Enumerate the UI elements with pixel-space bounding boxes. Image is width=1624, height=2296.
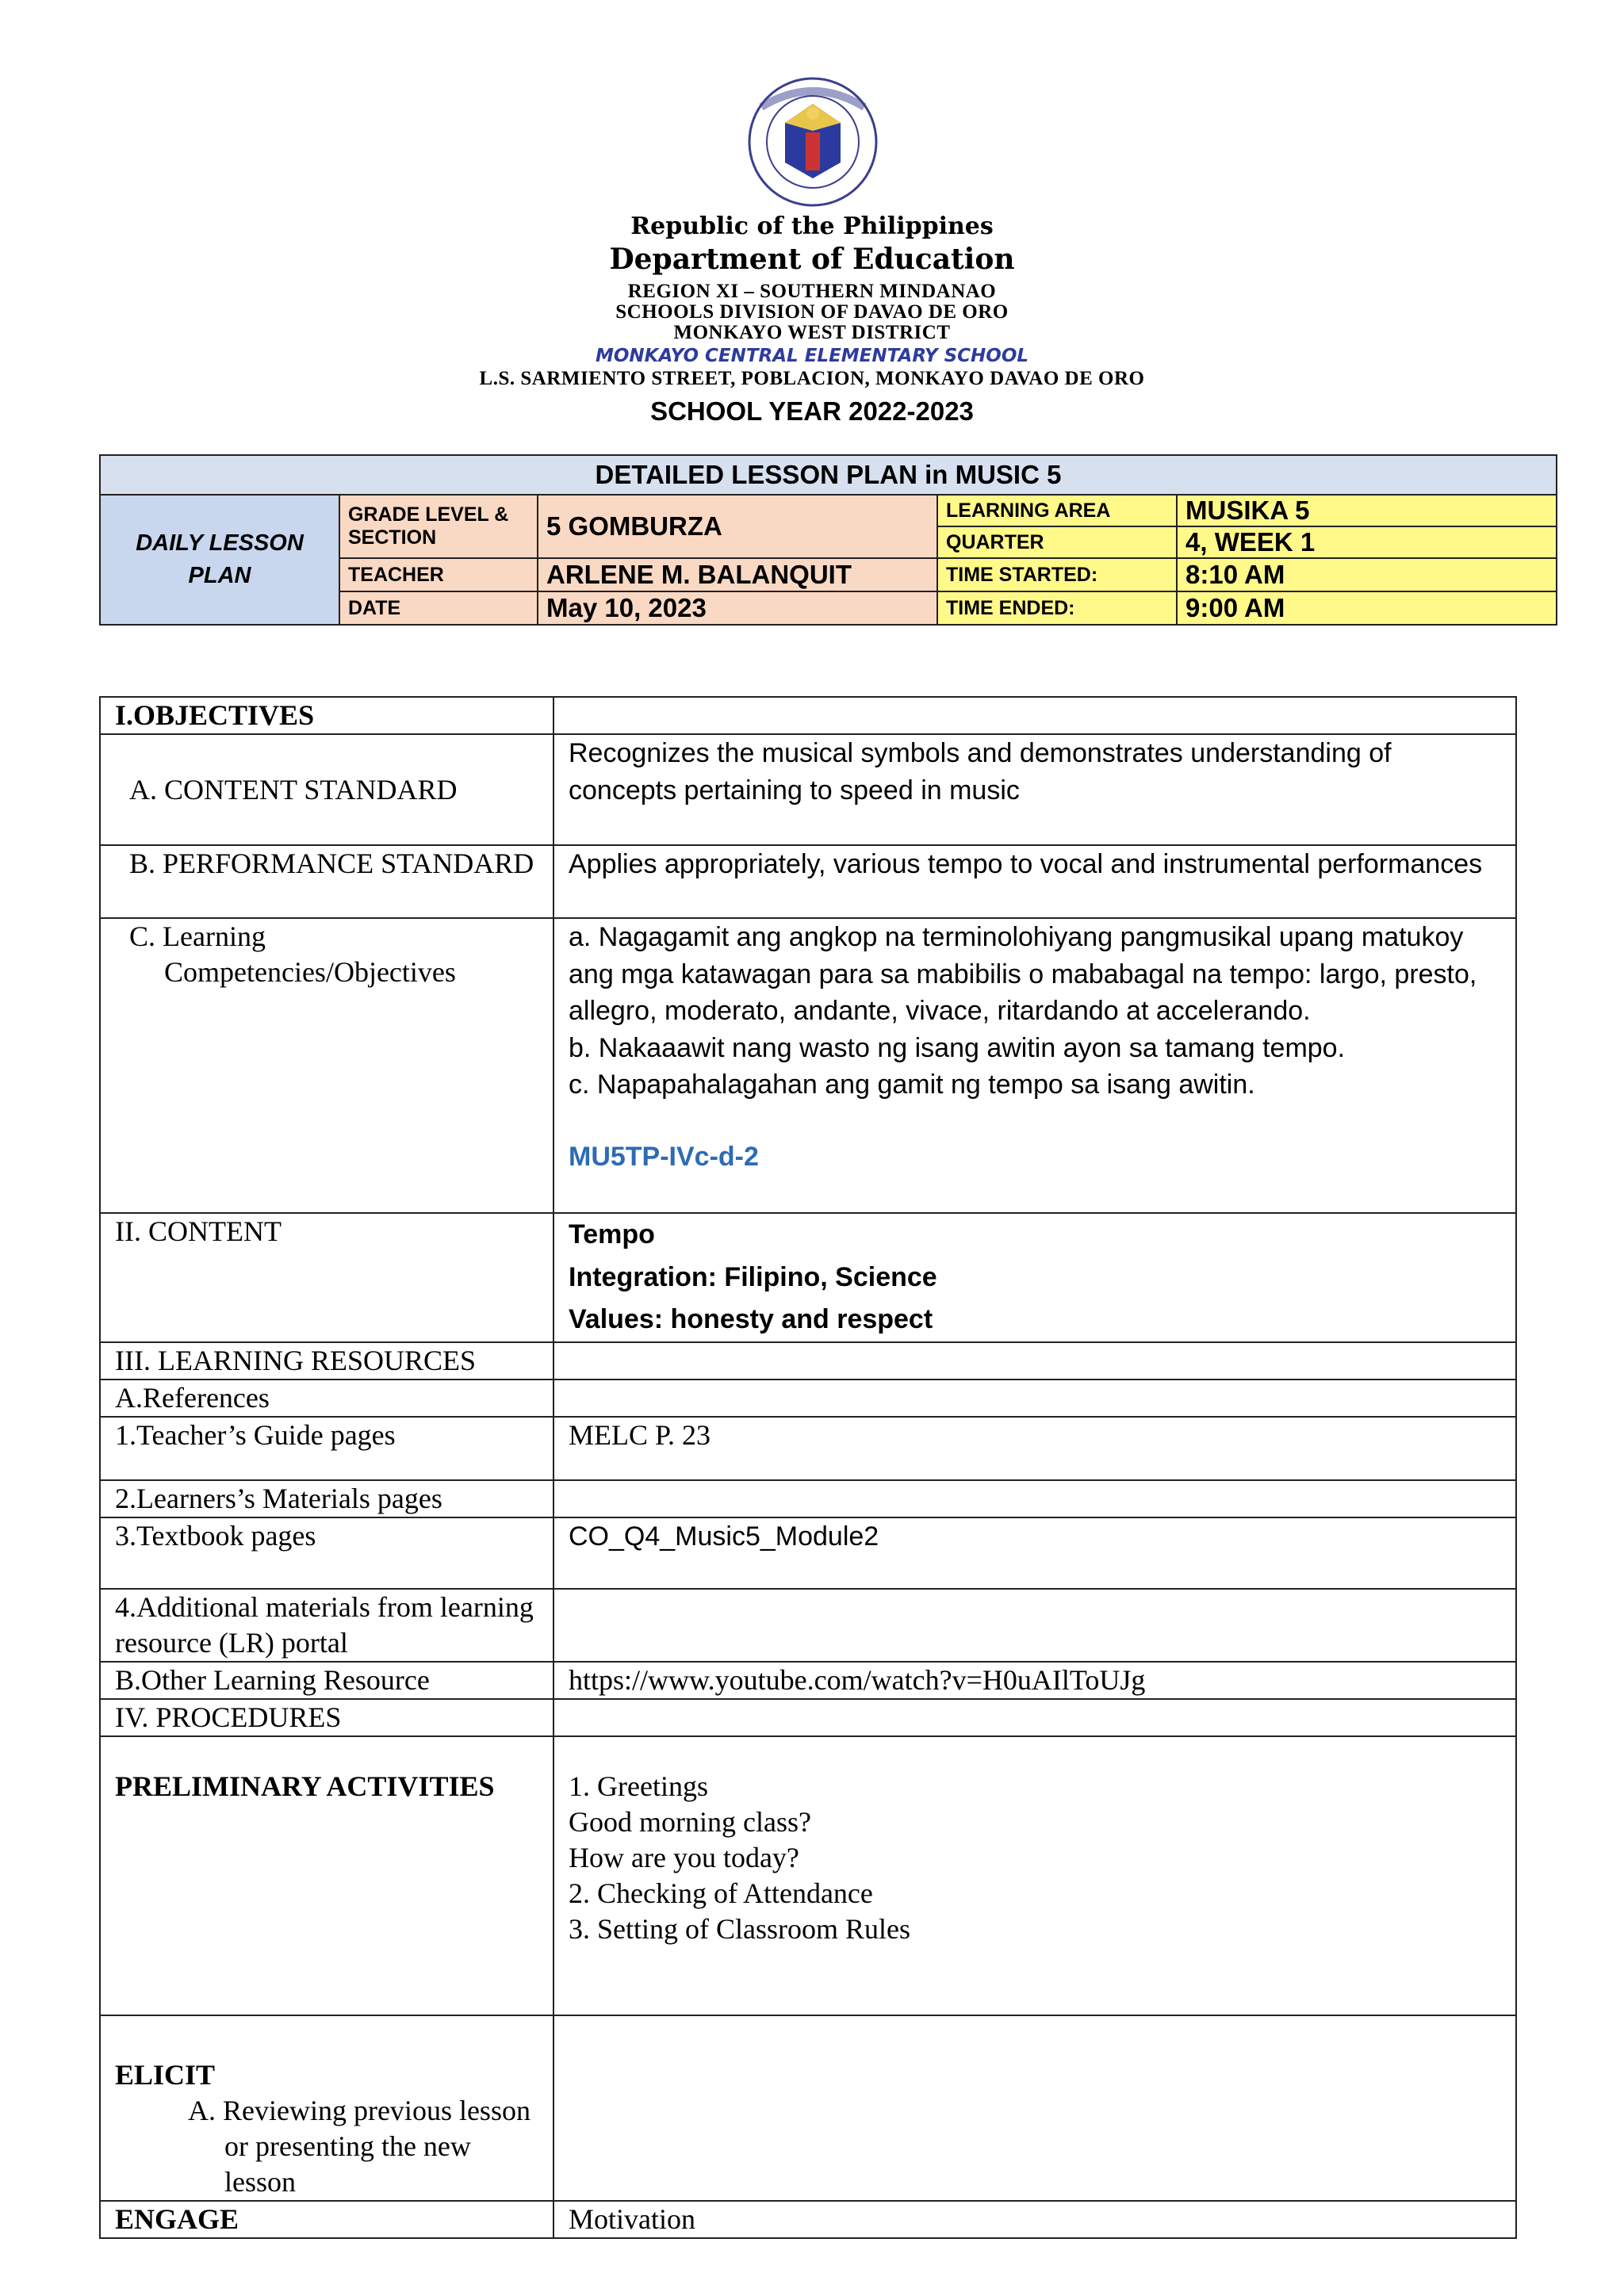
teacher-label: TEACHER [339, 558, 538, 591]
other-resource-link[interactable]: https://www.youtube.com/watch?v=H0uAIlToUJg [553, 1662, 1516, 1699]
lesson-info-table [99, 454, 1557, 626]
preliminary-activities-label: PRELIMINARY ACTIVITIES [100, 1736, 553, 2015]
time-ended-value: 9:00 AM [1177, 591, 1557, 625]
elicit-empty-cell [553, 2015, 1516, 2201]
grade-level-label: GRADE LEVEL & SECTION [339, 495, 538, 558]
time-ended-label: TIME ENDED: [937, 591, 1177, 625]
seal-graphic [730, 75, 896, 209]
competency-code: MU5TP-IVc-d-2 [569, 1141, 759, 1172]
content-topic: Tempo [569, 1219, 655, 1249]
other-resource-label: B.Other Learning Resource [100, 1662, 553, 1699]
daily-lesson-plan-label: DAILY LESSON PLAN [100, 495, 339, 625]
lesson-plan-table [99, 696, 1517, 2239]
prelim-attendance: 2. Checking of Attendance [569, 1877, 873, 1910]
preliminary-activities-cell [553, 1736, 1516, 2015]
textbook-value: CO_Q4_Music5_Module2 [553, 1517, 1516, 1589]
elicit-cell [100, 2015, 553, 2201]
prelim-good-morning: Good morning class? [569, 1806, 811, 1839]
school-name: MONKAYO CENTRAL ELEMENTARY SCHOOL [595, 346, 1029, 366]
elicit-a-item: A. Reviewing previous lesson or presenting the new lesson [188, 2095, 530, 2198]
procedures-empty-cell [553, 1699, 1516, 1736]
region-line: REGION XI – SOUTHERN MINDANAO [627, 281, 997, 302]
department-heading: Department of Education [609, 243, 1015, 276]
content-cell [553, 1213, 1516, 1342]
competency-a: a. Nagagamit ang angkop na terminolohiyang pangmusikal upang matukoy ang mga katawagan para sa mabibilis o mababagal na tempo: largo, presto, allegro, moderato, andante, vivace, ritardando at accelerando. [569, 922, 1477, 1027]
prelim-how-are-you: How are you today? [569, 1842, 799, 1874]
engage-value: Motivation [553, 2201, 1516, 2238]
learning-area-label: LEARNING AREA [937, 495, 1177, 526]
engage-heading: ENGAGE [100, 2201, 553, 2238]
objectives-heading: I.OBJECTIVES [100, 697, 553, 734]
content-integration: Integration: Filipino, Science [569, 1261, 937, 1292]
additional-materials-label: 4.Additional materials from learning resource (LR) portal [100, 1589, 553, 1662]
school-year: SCHOOL YEAR 2022-2023 [650, 396, 974, 426]
competency-b: b. Nakaaawit nang wasto ng isang awitin ayon sa tamang tempo. [569, 1032, 1346, 1063]
textbook-label: 3.Textbook pages [100, 1517, 553, 1589]
quarter-label: QUARTER [937, 526, 1177, 558]
content-standard-value: Recognizes the musical symbols and demonstrates understanding of concepts pertaining to speed in music [553, 734, 1516, 845]
teachers-guide-value: MELC P. 23 [553, 1417, 1516, 1480]
division-line: SCHOOLS DIVISION OF DAVAO DE ORO [615, 301, 1009, 323]
resources-heading: III. LEARNING RESOURCES [100, 1342, 553, 1380]
prelim-greetings: 1. Greetings [569, 1770, 708, 1803]
learning-area-value: MUSIKA 5 [1177, 495, 1557, 526]
content-heading: II. CONTENT [100, 1213, 553, 1342]
time-started-value: 8:10 AM [1177, 558, 1557, 591]
learners-materials-empty-cell [553, 1480, 1516, 1517]
date-value: May 10, 2023 [538, 591, 937, 625]
performance-standard-label: B. PERFORMANCE STANDARD [129, 848, 534, 879]
school-address: L.S. SARMIENTO STREET, POBLACION, MONKAYO DAVAO DE ORO [479, 368, 1145, 389]
performance-standard-value: Applies appropriately, various tempo to vocal and instrumental performances [553, 845, 1516, 918]
district-line: MONKAYO WEST DISTRICT [673, 322, 951, 343]
learners-materials-label: 2.Learners’s Materials pages [100, 1480, 553, 1517]
procedures-heading: IV. PROCEDURES [100, 1699, 553, 1736]
teacher-value: ARLENE M. BALANQUIT [538, 558, 937, 591]
lesson-plan-title: DETAILED LESSON PLAN in MUSIC 5 [100, 455, 1557, 495]
time-started-label: TIME STARTED: [937, 558, 1177, 591]
grade-level-value: 5 GOMBURZA [538, 495, 937, 558]
competencies-cell [553, 918, 1516, 1213]
content-values: Values: honesty and respect [569, 1304, 933, 1335]
prelim-rules: 3. Setting of Classroom Rules [569, 1913, 910, 1946]
elicit-heading: ELICIT [115, 2059, 216, 2091]
references-label: A.References [100, 1380, 553, 1417]
additional-materials-empty-cell [553, 1589, 1516, 1662]
competency-c: c. Napapahalagahan ang gamit ng tempo sa isang awitin. [569, 1070, 1255, 1100]
competencies-label: C. Learning Competencies/Objectives [129, 920, 456, 988]
content-standard-label: A. CONTENT STANDARD [129, 773, 458, 806]
deped-seal-logo [730, 75, 896, 209]
objectives-empty-cell [553, 697, 1516, 734]
resources-empty-cell [553, 1342, 1516, 1380]
quarter-value: 4, WEEK 1 [1177, 526, 1557, 558]
teachers-guide-label: 1.Teacher’s Guide pages [100, 1417, 553, 1480]
republic-heading: Republic of the Philippines [630, 212, 994, 240]
date-label: DATE [339, 591, 538, 625]
references-empty-cell [553, 1380, 1516, 1417]
